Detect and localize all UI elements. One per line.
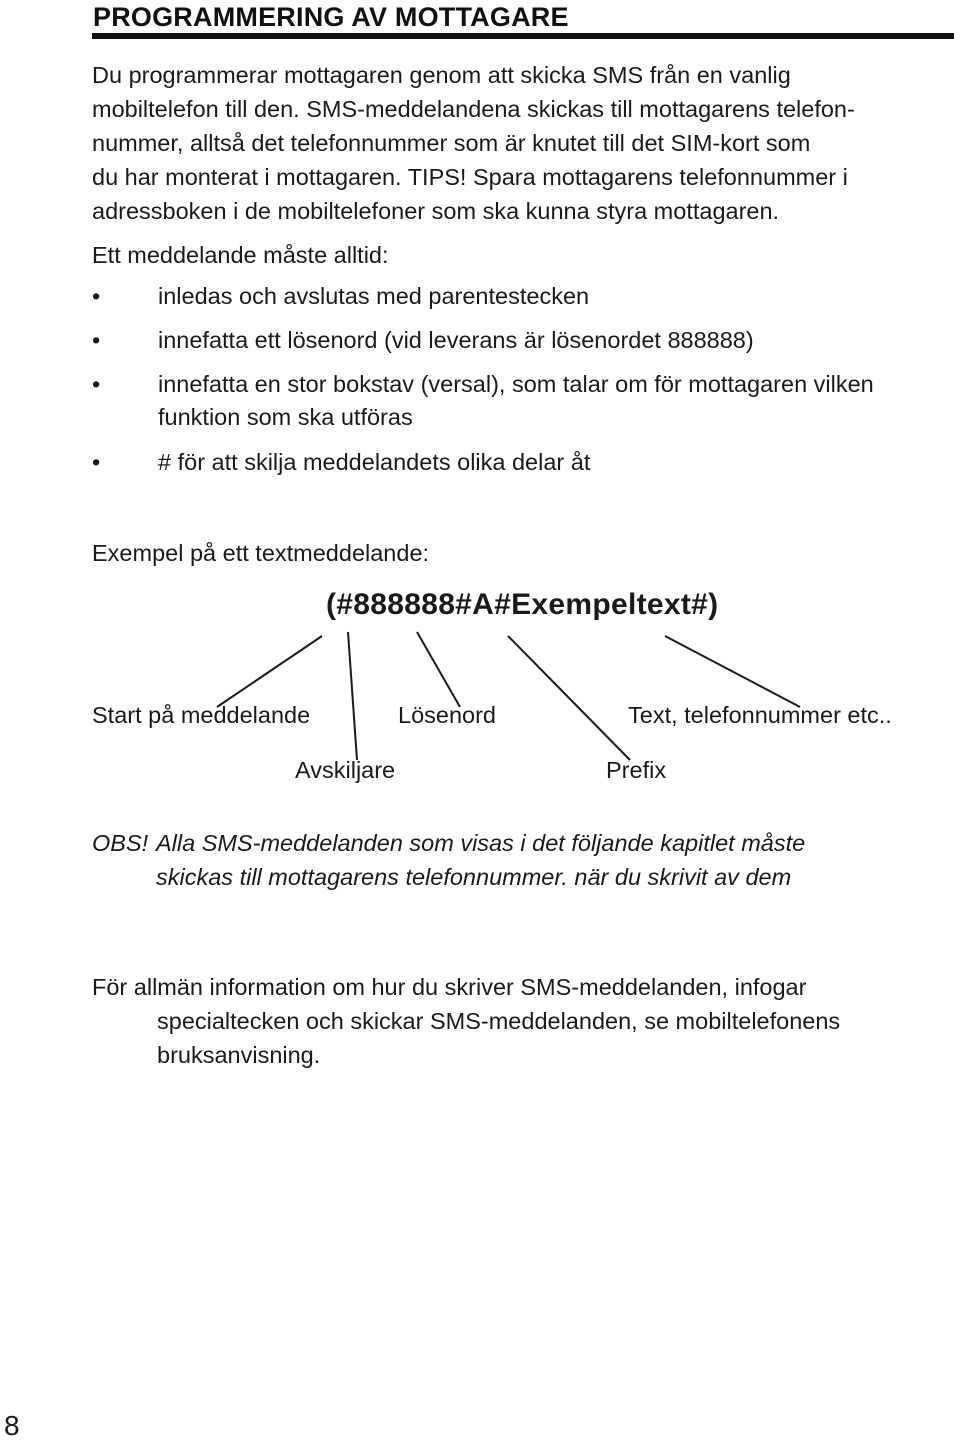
info-paragraph	[92, 970, 932, 1072]
label-start: Start på meddelande	[92, 702, 311, 728]
note-text: Alla SMS-meddelanden som visas i det följande kapitlet måste	[156, 830, 806, 856]
list-item	[92, 368, 952, 434]
intro-line: adressboken i de mobiltelefoner som ska kunna styra mottagaren.	[92, 198, 780, 224]
page-number: 8	[4, 1410, 20, 1441]
note-text: skickas till mottagarens telefonnummer. när du skrivit av dem	[156, 864, 792, 890]
title-rule	[92, 33, 954, 39]
page-title: PROGRAMMERING AV MOTTAGARE	[93, 2, 569, 32]
list-item-text: # för att skilja meddelandets olika delar åt	[158, 449, 591, 475]
line-prefix	[508, 636, 630, 760]
line-password	[417, 632, 460, 707]
intro-line: mobiltelefon till den. SMS-meddelandena skickas till mottagarens telefon-	[92, 96, 855, 122]
info-line: För allmän information om hur du skriver SMS-meddelanden, infogar	[92, 974, 807, 1000]
note-label: OBS!	[92, 830, 149, 856]
list-item-text: innefatta en stor bokstav (versal), som talar om för mottagaren vilken	[158, 371, 874, 397]
intro-line: du har monterat i mottagaren. TIPS! Spara mottagarens telefonnummer i	[92, 164, 848, 190]
list-item	[92, 324, 952, 357]
intro-line: Du programmerar mottagaren genom att skicka SMS från en vanlig	[92, 62, 791, 88]
bullet-icon: •	[92, 449, 101, 475]
label-separator: Avskiljare	[295, 757, 396, 783]
line-separator	[348, 632, 357, 760]
example-message: (#888888#A#Exempeltext#)	[326, 588, 719, 621]
list-item	[92, 446, 952, 479]
note-line-1	[92, 826, 805, 860]
note	[92, 826, 805, 894]
bullet-icon: •	[92, 283, 101, 309]
rules-list	[92, 280, 952, 479]
bullet-icon: •	[92, 327, 101, 353]
line-text	[665, 636, 800, 707]
label-prefix: Prefix	[606, 757, 667, 783]
intro-line: nummer, alltså det telefonnummer som är knutet till det SIM-kort som	[92, 130, 811, 156]
rules-intro: Ett meddelande måste alltid:	[92, 242, 389, 268]
info-line: specialtecken och skickar SMS-meddelanden, se mobiltelefonens	[157, 1008, 841, 1034]
list-item-text: innefatta ett lösenord (vid leverans är lösenordet 888888)	[158, 327, 754, 353]
list-item-text: funktion som ska utföras	[158, 404, 413, 430]
list-item-text: inledas och avslutas med parentestecken	[158, 283, 590, 309]
intro-paragraph	[92, 58, 912, 228]
bullet-icon: •	[92, 371, 101, 397]
label-password: Lösenord	[398, 702, 496, 728]
example-intro: Exempel på ett textmeddelande:	[92, 540, 430, 566]
label-text: Text, telefonnummer etc..	[628, 702, 892, 728]
info-line: bruksanvisning.	[157, 1042, 321, 1068]
list-item	[92, 280, 952, 313]
line-start	[217, 636, 322, 707]
